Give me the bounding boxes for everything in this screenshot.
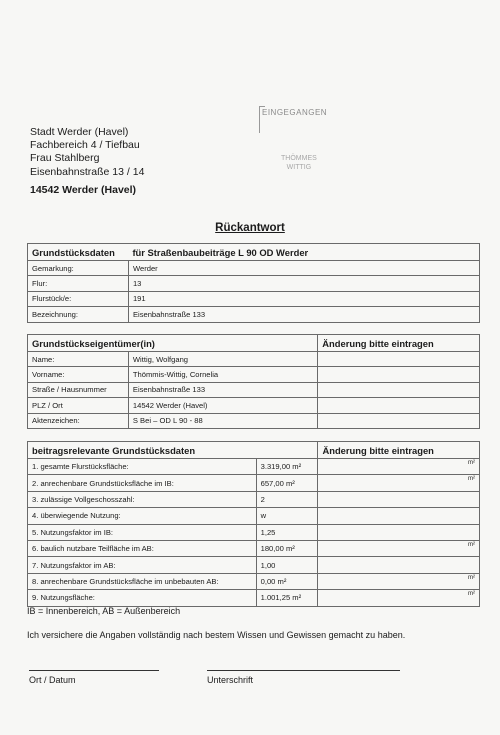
row-value: Thömmis-Wittig, Cornelia	[128, 367, 317, 382]
row-label: 6. baulich nutzbare Teilfläche im AB:	[28, 540, 257, 556]
row-value: 1,25	[256, 524, 318, 540]
row-value: 2	[256, 491, 318, 507]
row-value: 14542 Werder (Havel)	[128, 398, 317, 413]
change-cell[interactable]	[318, 508, 480, 524]
table-row	[28, 475, 480, 491]
table-header-row	[28, 442, 480, 459]
property-header: Grundstücksdaten	[28, 244, 129, 261]
change-cell[interactable]	[318, 398, 480, 413]
stamp-text: EINGEGANGEN	[262, 108, 328, 117]
table-row	[28, 261, 480, 276]
row-label: 4. überwiegende Nutzung:	[28, 508, 257, 524]
row-label: Flur:	[28, 276, 129, 291]
row-value: 191	[128, 291, 479, 306]
row-value: Eisenbahnstraße 133	[128, 382, 317, 397]
table-row	[28, 491, 480, 507]
row-value: w	[256, 508, 318, 524]
change-cell[interactable]	[318, 413, 480, 428]
signature-line[interactable]	[207, 670, 400, 671]
sender-line: Eisenbahnstraße 13 / 14	[30, 165, 145, 178]
table-row	[28, 352, 480, 367]
property-data-table	[27, 243, 480, 323]
row-label: 3. zulässige Vollgeschosszahl:	[28, 491, 257, 507]
row-label: Flurstück/e:	[28, 291, 129, 306]
row-value: 1,00	[256, 557, 318, 573]
row-value: 180,00 m²	[256, 540, 318, 556]
change-cell[interactable]	[318, 367, 480, 382]
faint-stamp-line: THÖMMES	[281, 155, 317, 162]
page-title: Rückantwort	[215, 222, 285, 234]
table-row	[28, 557, 480, 573]
table-header-row	[28, 335, 480, 352]
row-value: Eisenbahnstraße 133	[128, 307, 479, 322]
table-row	[28, 524, 480, 540]
row-label: Vorname:	[28, 367, 129, 382]
row-value: 13	[128, 276, 479, 291]
legend-note: IB = Innenbereich, AB = Außenbereich	[27, 606, 181, 616]
change-cell[interactable]: m²	[318, 540, 480, 556]
row-label: Gemarkung:	[28, 261, 129, 276]
row-label: 8. anrechenbare Grundstücksfläche im unbebauten AB:	[28, 573, 257, 589]
owner-header: Grundstückseigentümer(in)	[28, 335, 318, 352]
contribution-data-table	[27, 441, 480, 607]
received-stamp	[262, 108, 327, 117]
table-row	[28, 291, 480, 306]
change-cell[interactable]: m²	[318, 459, 480, 475]
faint-stamp	[281, 154, 317, 172]
table-row	[28, 382, 480, 397]
change-cell[interactable]	[318, 352, 480, 367]
faint-stamp-line: WITTIG	[286, 164, 312, 171]
row-label: Aktenzeichen:	[28, 413, 129, 428]
row-value: 1.001,25 m²	[256, 590, 318, 606]
table-header-row	[28, 244, 480, 261]
contribution-header: beitragsrelevante Grundstücksdaten	[28, 442, 318, 459]
row-label: Straße / Hausnummer	[28, 382, 129, 397]
place-date-label: Ort / Datum	[29, 675, 76, 685]
table-row	[28, 590, 480, 606]
row-value: S Bei – OD L 90 - 88	[128, 413, 317, 428]
table-row	[28, 276, 480, 291]
sender-line: Stadt Werder (Havel)	[30, 126, 129, 138]
table-row	[28, 367, 480, 382]
sender-zip-city: 14542 Werder (Havel)	[30, 184, 137, 196]
change-cell[interactable]	[318, 557, 480, 573]
row-label: 5. Nutzungsfaktor im IB:	[28, 524, 257, 540]
place-date-line[interactable]	[29, 670, 159, 671]
owner-change-header: Änderung bitte eintragen	[318, 335, 480, 352]
change-cell[interactable]: m²	[318, 475, 480, 491]
row-value: Werder	[128, 261, 479, 276]
row-value: 0,00 m²	[256, 573, 318, 589]
sender-address	[30, 126, 144, 179]
owner-table	[27, 334, 480, 429]
row-label: PLZ / Ort	[28, 398, 129, 413]
row-value: 3.319,00 m²	[256, 459, 318, 475]
change-cell[interactable]: m²	[318, 590, 480, 606]
change-cell[interactable]	[318, 382, 480, 397]
row-label: 1. gesamte Flurstücksfläche:	[28, 459, 257, 475]
sender-line: Frau Stahlberg	[30, 152, 100, 165]
property-header-subject: für Straßenbaubeiträge L 90 OD Werder	[128, 244, 479, 261]
table-row	[28, 508, 480, 524]
table-row	[28, 398, 480, 413]
table-row	[28, 413, 480, 428]
change-cell[interactable]: m²	[318, 573, 480, 589]
change-cell[interactable]	[318, 524, 480, 540]
row-label: Bezeichnung:	[28, 307, 129, 322]
change-cell[interactable]	[318, 491, 480, 507]
row-label: 2. anrechenbare Grundstücksfläche im IB:	[28, 475, 257, 491]
contribution-change-header: Änderung bitte eintragen	[318, 442, 480, 459]
assurance-statement: Ich versichere die Angaben vollständig nach bestem Wissen und Gewissen gemacht zu haben.	[27, 630, 406, 640]
row-label: 7. Nutzungsfaktor im AB:	[28, 557, 257, 573]
table-row	[28, 573, 480, 589]
table-row	[28, 459, 480, 475]
table-row	[28, 307, 480, 322]
row-label: 9. Nutzungsfläche:	[28, 590, 257, 606]
signature-label: Unterschrift	[207, 675, 254, 685]
row-value: 657,00 m²	[256, 475, 318, 491]
row-value: Wittig, Wolfgang	[128, 352, 317, 367]
table-row	[28, 540, 480, 556]
row-label: Name:	[28, 352, 129, 367]
sender-line: Fachbereich 4 / Tiefbau	[30, 139, 140, 152]
